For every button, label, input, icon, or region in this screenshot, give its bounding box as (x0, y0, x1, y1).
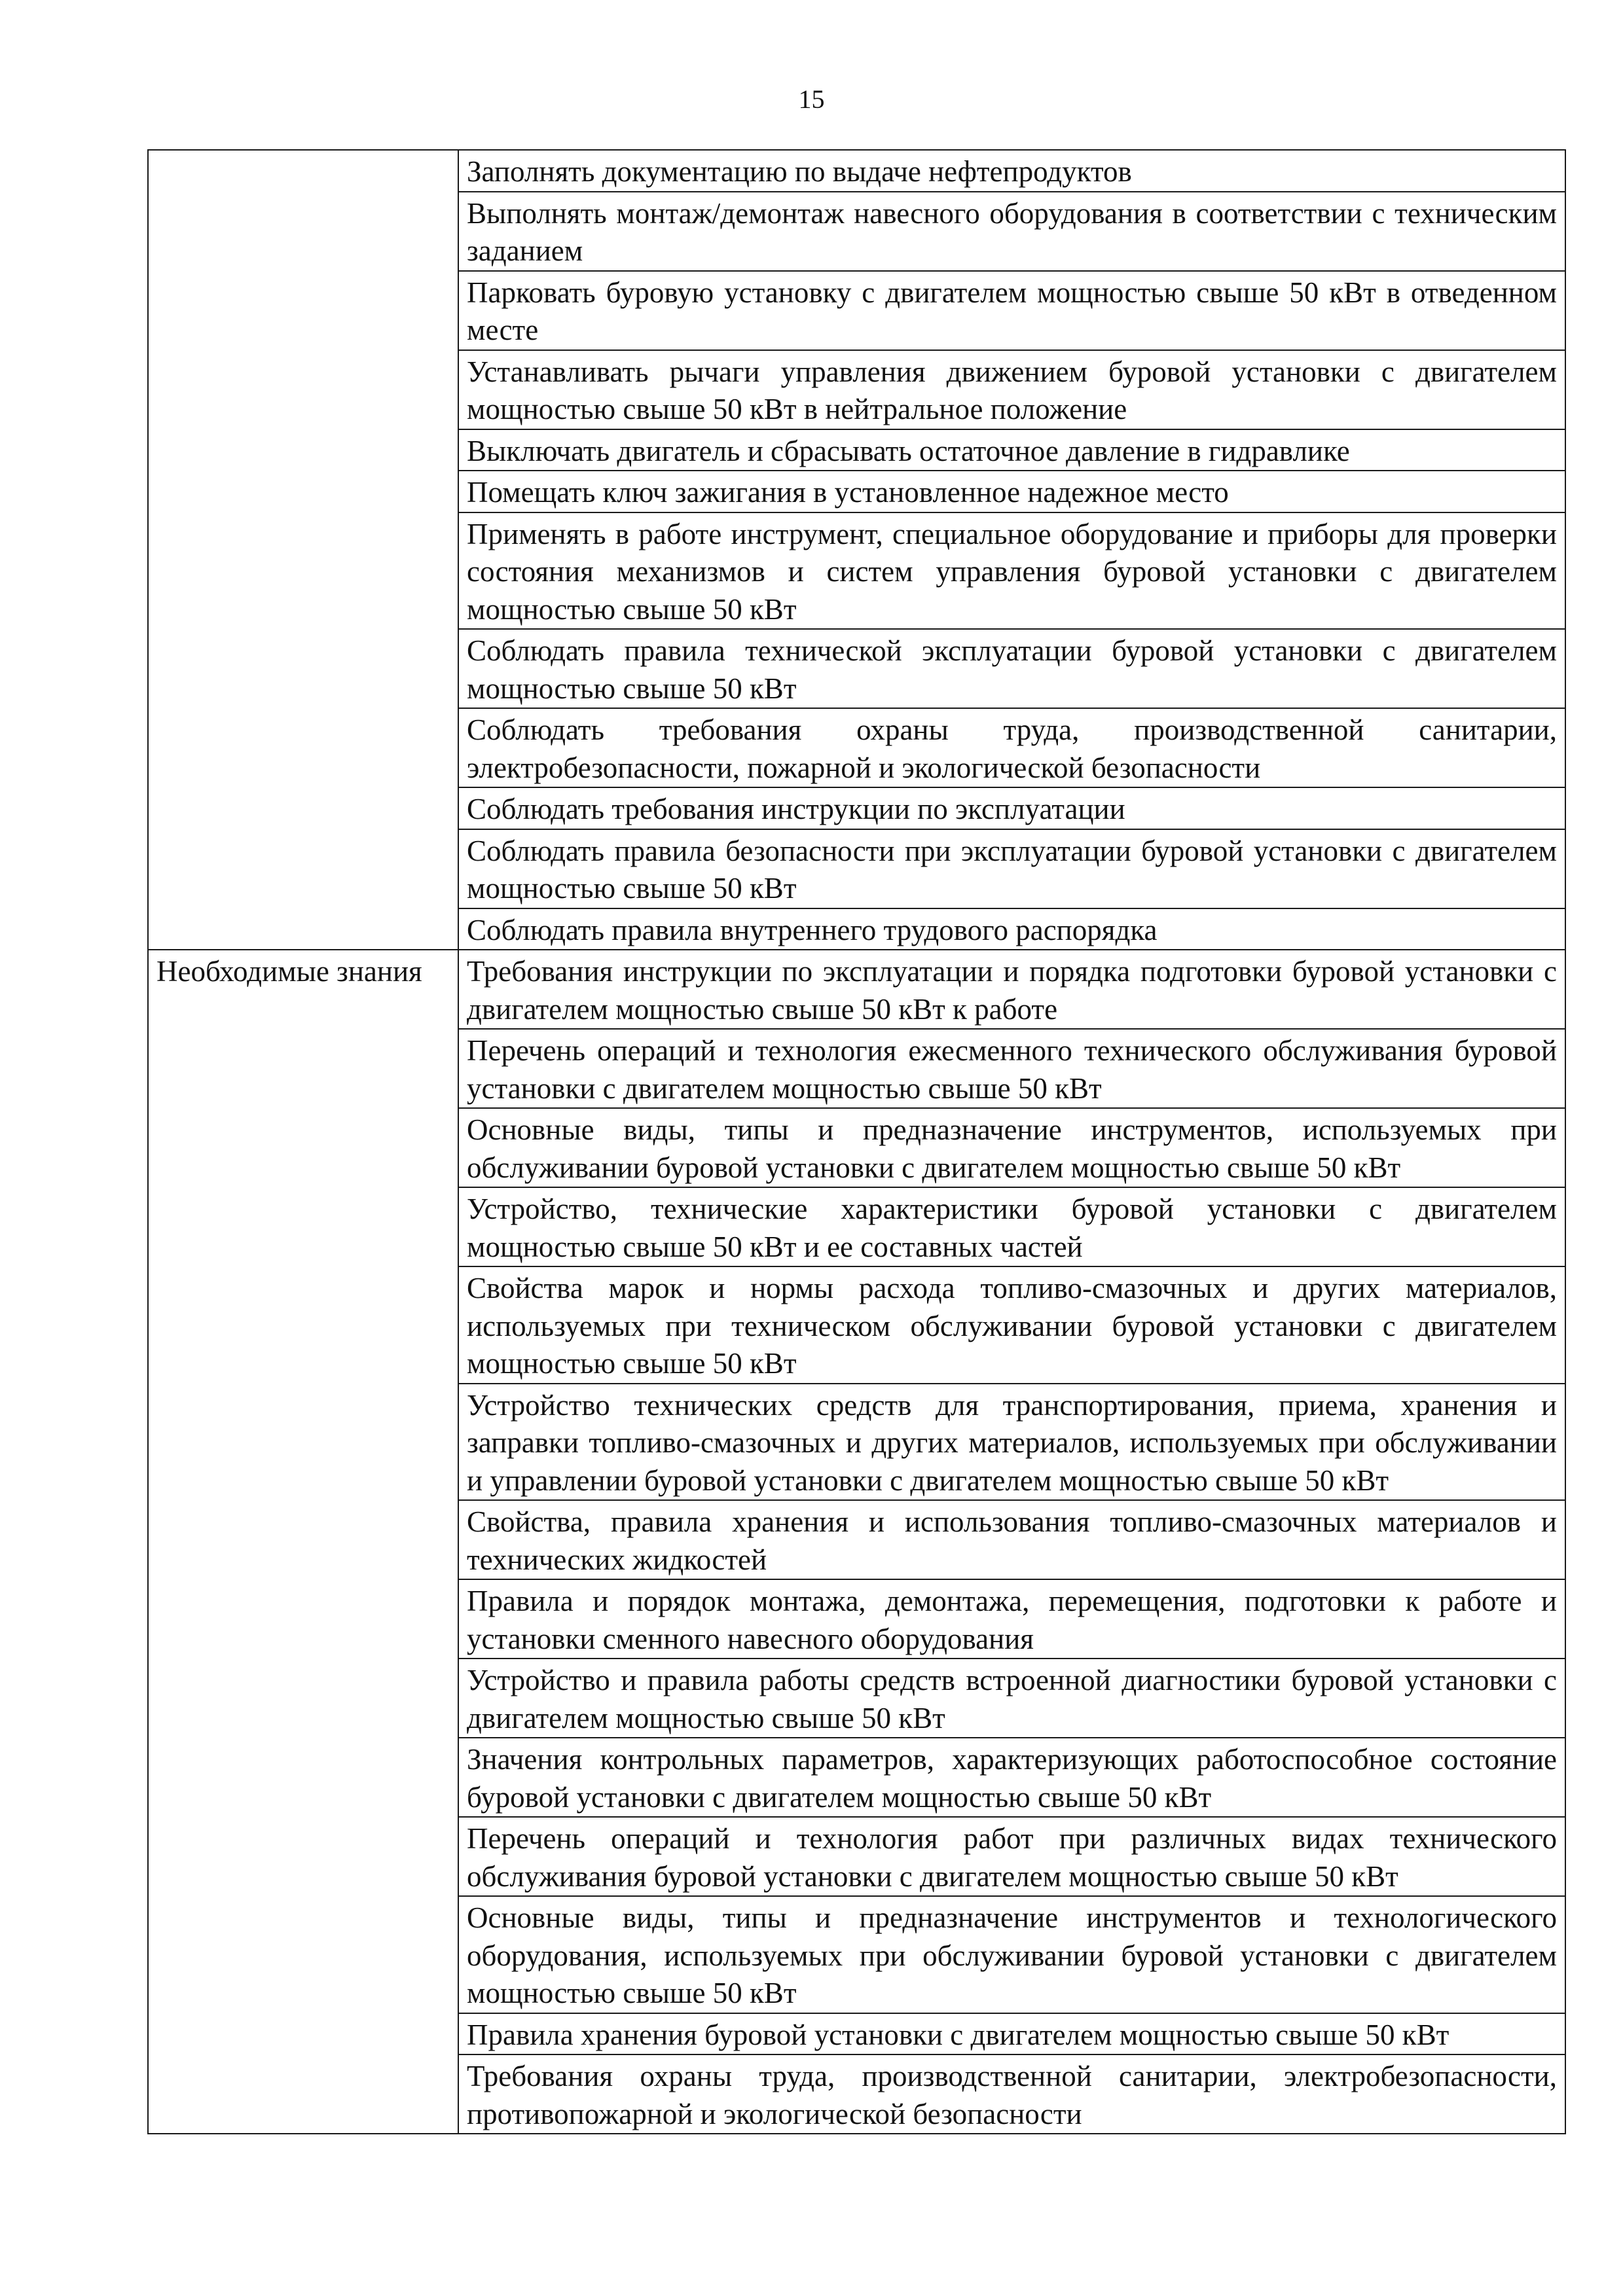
table-cell: Выключать двигатель и сбрасывать остаточное давление в гидравлике (458, 429, 1565, 471)
table-cell: Соблюдать правила внутреннего трудового распорядка (458, 908, 1565, 950)
table-cell: Помещать ключ зажигания в установленное надежное место (458, 471, 1565, 512)
table-cell: Требования охраны труда, производственной санитарии, электробезопасности, противопожарной и экологической безопасности (458, 2054, 1565, 2134)
skills-label-cell (148, 150, 458, 950)
table-cell: Значения контрольных параметров, характеризующих работоспособное состояние буровой установки с двигателем мощностью свыше 50 кВт (458, 1738, 1565, 1817)
table-cell: Соблюдать требования инструкции по эксплуатации (458, 787, 1565, 829)
table-cell: Требования инструкции по эксплуатации и порядка подготовки буровой установки с двигателем мощностью свыше 50 кВт к работе (458, 950, 1565, 1029)
table-cell: Основные виды, типы и предназначение инструментов и технологического оборудования, используемых при обслуживании буровой установки с двигателем мощностью свыше 50 кВт (458, 1896, 1565, 2013)
table-cell: Правила и порядок монтажа, демонтажа, перемещения, подготовки к работе и установки сменного навесного оборудования (458, 1579, 1565, 1659)
knowledge-label-cell: Необходимые знания (148, 950, 458, 2134)
table-cell: Свойства марок и нормы расхода топливо-смазочных и других материалов, используемых при техническом обслуживании буровой установки с двигателем мощностью свыше 50 кВт (458, 1266, 1565, 1384)
table-cell: Устанавливать рычаги управления движением буровой установки с двигателем мощностью свыше 50 кВт в нейтральное положение (458, 350, 1565, 429)
table-cell: Устройство технических средств для транспортирования, приема, хранения и заправки топливо-смазочных и других материалов, используемых при обслуживании и управлении буровой установки с двигателем мощностью свыше 50 кВт (458, 1384, 1565, 1501)
table-cell: Устройство и правила работы средств встроенной диагностики буровой установки с двигателем мощностью свыше 50 кВт (458, 1659, 1565, 1738)
table-row (148, 150, 1565, 192)
table-row (148, 950, 1565, 1029)
table-cell: Основные виды, типы и предназначение инструментов, используемых при обслуживании буровой установки с двигателем мощностью свыше 50 кВт (458, 1108, 1565, 1187)
table-cell: Заполнять документацию по выдаче нефтепродуктов (458, 150, 1565, 192)
table-cell: Выполнять монтаж/демонтаж навесного оборудования в соответствии с техническим заданием (458, 192, 1565, 271)
table-cell: Перечень операций и технология ежесменного технического обслуживания буровой установки с двигателем мощностью свыше 50 кВт (458, 1029, 1565, 1108)
table-cell: Соблюдать требования охраны труда, производственной санитарии, электробезопасности, пожарной и экологической безопасности (458, 708, 1565, 787)
table-cell: Перечень операций и технология работ при различных видах технического обслуживания буровой установки с двигателем мощностью свыше 50 кВт (458, 1817, 1565, 1896)
table-cell: Применять в работе инструмент, специальное оборудование и приборы для проверки состояния механизмов и систем управления буровой установки с двигателем мощностью свыше 50 кВт (458, 512, 1565, 630)
table-cell: Устройство, технические характеристики буровой установки с двигателем мощностью свыше 50 кВт и ее составных частей (458, 1187, 1565, 1266)
table-cell: Парковать буровую установку с двигателем мощностью свыше 50 кВт в отведенном месте (458, 271, 1565, 350)
requirements-table (147, 149, 1566, 2134)
table-cell: Свойства, правила хранения и использования топливо-смазочных материалов и технических жидкостей (458, 1500, 1565, 1579)
table-cell: Правила хранения буровой установки с двигателем мощностью свыше 50 кВт (458, 2013, 1565, 2055)
table-cell: Соблюдать правила безопасности при эксплуатации буровой установки с двигателем мощностью свыше 50 кВт (458, 829, 1565, 908)
table-cell: Соблюдать правила технической эксплуатации буровой установки с двигателем мощностью свыше 50 кВт (458, 629, 1565, 708)
page-number: 15 (798, 84, 825, 114)
